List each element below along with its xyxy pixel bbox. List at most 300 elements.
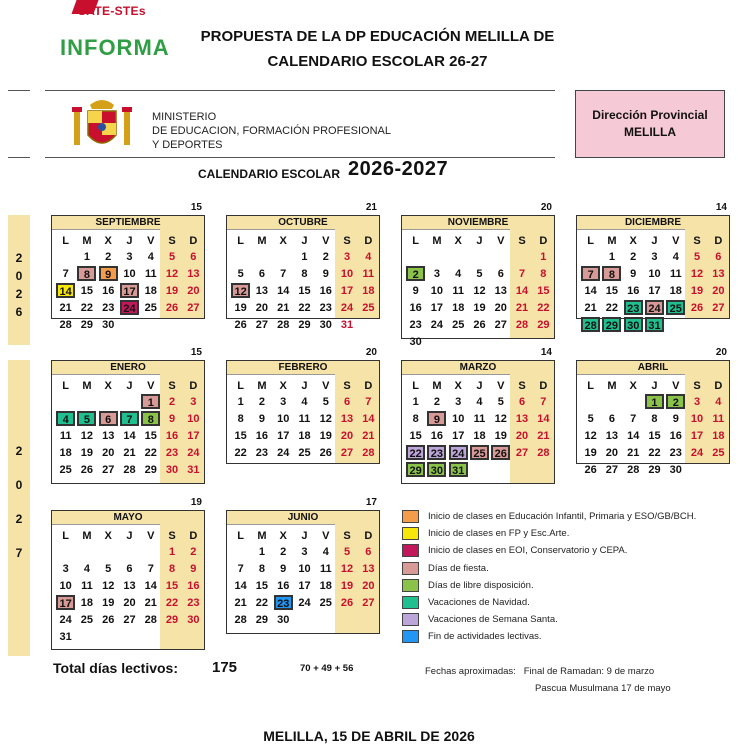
day-slot: [55, 266, 76, 283]
day-cell: 26: [473, 319, 486, 331]
day-cell: 24: [449, 445, 468, 460]
day-cell: 10: [340, 268, 354, 280]
day-slot: [98, 578, 119, 595]
day-slot: [230, 249, 251, 266]
day-slot: [230, 266, 251, 283]
weekday-header: J: [301, 379, 308, 392]
day-slot: [336, 428, 357, 445]
day-slot: [426, 266, 447, 283]
day-slot: [708, 300, 729, 317]
legend-item: [400, 526, 735, 543]
day-cell: 5: [587, 413, 594, 425]
day-slot: [601, 317, 622, 334]
day-slot: [644, 411, 665, 428]
day-slot: [490, 283, 511, 300]
day-cell: 7: [120, 411, 139, 426]
day-slot: [294, 300, 315, 317]
day-cell: 31: [187, 464, 200, 476]
day-slot: [511, 394, 532, 411]
month-lective-days: 20: [365, 347, 377, 358]
day-cell: 26: [234, 319, 247, 331]
year-digit: 0: [15, 478, 23, 492]
day-cell: 14: [277, 285, 290, 297]
day-slot: [140, 428, 161, 445]
day-cell: 16: [627, 285, 640, 297]
total-dias-value: 175: [212, 659, 238, 676]
coat-of-arms-icon: [68, 95, 136, 153]
day-cell: 10: [648, 268, 661, 280]
day-slot: [55, 462, 76, 479]
day-slot: [294, 394, 315, 411]
day-cell: 14: [584, 285, 597, 297]
day-cell: 2: [666, 394, 685, 409]
day-slot: [426, 462, 447, 479]
day-cell: 27: [187, 302, 200, 314]
weekday-header: S: [343, 379, 351, 392]
day-cell: 24: [645, 300, 664, 315]
day-cell: 31: [449, 462, 468, 477]
day-slot: [405, 462, 426, 479]
legend-text: Fin de actividades lectivas.: [428, 631, 542, 643]
day-slot: [426, 428, 447, 445]
day-slot: [580, 445, 601, 462]
day-slot: [336, 544, 357, 561]
weekday-header: X: [454, 379, 462, 392]
day-cell: 1: [83, 251, 90, 263]
total-dias-label: Total días lectivos:: [53, 660, 178, 676]
weekday-header: S: [343, 529, 351, 542]
day-slot: [623, 317, 644, 334]
day-slot: [315, 283, 336, 300]
month-noviembre: [401, 202, 555, 348]
day-cell: 7: [581, 266, 600, 281]
day-slot: [315, 561, 336, 578]
day-cell: 23: [255, 447, 269, 459]
day-cell: 19: [234, 302, 247, 314]
fechas-pascua: Pascua Musulmana 17 de mayo: [535, 683, 671, 694]
day-slot: [294, 612, 315, 629]
day-cell: 15: [234, 430, 247, 442]
day-cell: 27: [515, 447, 529, 459]
legend-swatch: [402, 527, 419, 540]
day-slot: [708, 266, 729, 283]
day-slot: [708, 394, 729, 411]
ministry-line-2: DE EDUCACION, FORMACIÓN PROFESIONAL: [152, 125, 391, 137]
day-cell: 7: [630, 413, 637, 425]
day-cell: 29: [406, 462, 425, 477]
day-cell: 25: [319, 597, 332, 609]
weekday-header: L: [412, 234, 419, 247]
day-cell: 7: [237, 563, 244, 575]
day-cell: 4: [476, 396, 483, 408]
day-slot: [98, 544, 119, 561]
day-cell: 23: [187, 597, 200, 609]
day-cell: 11: [712, 413, 725, 425]
day-cell: 26: [80, 464, 94, 476]
day-cell: 18: [712, 430, 725, 442]
day-slot: [469, 428, 490, 445]
day-slot: [315, 411, 336, 428]
day-cell: 30: [427, 462, 446, 477]
day-cell: 1: [301, 251, 308, 263]
legend-item: [400, 561, 735, 578]
day-slot: [55, 544, 76, 561]
day-slot: [490, 428, 511, 445]
weekday-header: V: [322, 529, 330, 542]
day-cell: 9: [99, 266, 118, 281]
day-slot: [76, 317, 97, 334]
day-slot: [230, 595, 251, 612]
legend-text: Inicio de clases en EOI, Conservatorio y CEPA.: [428, 545, 628, 557]
legend-swatch: [402, 613, 419, 626]
day-cell: 9: [190, 563, 197, 575]
day-slot: [183, 629, 204, 646]
day-cell: 14: [123, 430, 136, 442]
month-lective-days: 20: [715, 347, 727, 358]
day-cell: 29: [602, 317, 621, 332]
day-slot: [294, 445, 315, 462]
day-slot: [161, 411, 182, 428]
day-cell: 10: [430, 285, 444, 297]
day-slot: [55, 394, 76, 411]
day-cell: 4: [147, 251, 154, 263]
ministry-name: [152, 110, 391, 152]
day-cell: 30: [187, 614, 200, 626]
day-slot: [358, 317, 379, 334]
day-slot: [644, 462, 665, 479]
day-slot: [315, 394, 336, 411]
day-cell: 23: [102, 302, 115, 314]
day-cell: 27: [340, 447, 354, 459]
day-slot: [336, 411, 357, 428]
day-slot: [140, 561, 161, 578]
day-cell: 12: [494, 413, 507, 425]
day-slot: [183, 462, 204, 479]
day-slot: [686, 411, 707, 428]
weekday-header: X: [629, 379, 637, 392]
year-digit: 6: [15, 305, 23, 319]
weekday-header: J: [126, 379, 133, 392]
day-slot: [55, 629, 76, 646]
day-cell: 26: [584, 464, 597, 476]
legend-item: [400, 509, 735, 526]
day-slot: [686, 249, 707, 266]
day-slot: [336, 578, 357, 595]
weekday-header: M: [257, 379, 267, 392]
day-slot: [469, 300, 490, 317]
day-slot: [426, 411, 447, 428]
footer-date: MELILLA, 15 DE ABRIL DE 2026: [263, 728, 475, 744]
day-slot: [98, 300, 119, 317]
day-slot: [183, 266, 204, 283]
day-slot: [273, 445, 294, 462]
day-cell: 21: [123, 447, 136, 459]
day-cell: 1: [141, 394, 160, 409]
day-cell: 28: [123, 464, 136, 476]
day-slot: [251, 612, 272, 629]
day-cell: 5: [476, 268, 483, 280]
day-cell: 15: [165, 580, 179, 592]
day-slot: [448, 300, 469, 317]
day-cell: 14: [144, 580, 157, 592]
weekday-header: L: [587, 234, 594, 247]
day-slot: [665, 249, 686, 266]
day-slot: [161, 445, 182, 462]
day-cell: 13: [515, 413, 529, 425]
day-cell: 20: [102, 447, 115, 459]
weekday-header: J: [651, 234, 658, 247]
weekday-header: J: [476, 379, 483, 392]
day-cell: 14: [627, 430, 640, 442]
day-cell: 31: [645, 317, 664, 332]
day-slot: [161, 317, 182, 334]
day-cell: 19: [80, 447, 94, 459]
fechas-label: Fechas aproximadas:: [425, 666, 516, 677]
day-slot: [273, 578, 294, 595]
day-cell: 22: [648, 447, 661, 459]
day-cell: 21: [277, 302, 290, 314]
day-slot: [161, 544, 182, 561]
weekday-header: L: [587, 379, 594, 392]
day-slot: [230, 561, 251, 578]
day-slot: [405, 445, 426, 462]
day-cell: 22: [234, 447, 247, 459]
day-slot: [448, 283, 469, 300]
day-slot: [76, 578, 97, 595]
fechas-ramadan: Final de Ramadan: 9 de marzo: [523, 666, 655, 677]
day-slot: [358, 561, 379, 578]
day-cell: 25: [59, 464, 72, 476]
day-slot: [161, 595, 182, 612]
day-cell: 8: [141, 411, 160, 426]
legend: [400, 509, 735, 647]
day-cell: 27: [123, 614, 136, 626]
day-cell: 12: [319, 413, 332, 425]
day-slot: [644, 266, 665, 283]
day-slot: [98, 317, 119, 334]
day-cell: 1: [168, 546, 176, 558]
day-slot: [119, 394, 140, 411]
day-slot: [490, 462, 511, 479]
day-slot: [119, 411, 140, 428]
weekday-header: S: [518, 379, 526, 392]
day-slot: [119, 578, 140, 595]
day-slot: [315, 266, 336, 283]
day-slot: [665, 283, 686, 300]
day-cell: 25: [712, 447, 725, 459]
weekday-header: D: [189, 234, 198, 247]
day-slot: [315, 317, 336, 334]
day-slot: [183, 428, 204, 445]
day-slot: [119, 283, 140, 300]
day-cell: 13: [712, 268, 725, 280]
day-slot: [273, 595, 294, 612]
day-slot: [119, 629, 140, 646]
day-cell: 30: [669, 464, 682, 476]
day-cell: 8: [412, 413, 419, 425]
day-slot: [533, 317, 554, 334]
month-febrero: [226, 347, 380, 464]
day-cell: 2: [168, 396, 176, 408]
day-cell: 27: [362, 597, 375, 609]
day-cell: 20: [712, 285, 725, 297]
day-cell: 17: [277, 430, 290, 442]
day-cell: 13: [187, 268, 200, 280]
title-line-2: CALENDARIO ESCOLAR 26-27: [267, 53, 488, 70]
day-slot: [601, 428, 622, 445]
day-cell: 13: [605, 430, 619, 442]
weekday-header: L: [62, 529, 69, 542]
day-cell: 12: [690, 268, 704, 280]
day-slot: [161, 612, 182, 629]
day-cell: 23: [274, 595, 293, 610]
day-cell: 23: [427, 445, 446, 460]
day-cell: 1: [645, 394, 664, 409]
day-slot: [708, 249, 729, 266]
day-slot: [294, 283, 315, 300]
day-cell: 15: [80, 285, 94, 297]
day-cell: 16: [409, 302, 422, 314]
day-cell: 20: [494, 302, 507, 314]
year-digit: 2: [15, 251, 23, 265]
day-slot: [273, 428, 294, 445]
day-cell: 6: [126, 563, 133, 575]
month-title: JUNIO: [227, 511, 379, 525]
day-cell: 25: [362, 302, 375, 314]
day-slot: [601, 249, 622, 266]
day-cell: 7: [518, 268, 526, 280]
day-slot: [273, 561, 294, 578]
day-slot: [315, 544, 336, 561]
day-cell: 13: [340, 413, 354, 425]
day-slot: [161, 394, 182, 411]
day-slot: [98, 428, 119, 445]
weekday-header: X: [104, 529, 112, 542]
day-cell: 1: [412, 396, 419, 408]
day-slot: [76, 561, 97, 578]
day-slot: [511, 428, 532, 445]
weekday-header: L: [62, 234, 69, 247]
day-cell: 8: [237, 413, 244, 425]
day-slot: [358, 411, 379, 428]
weekday-header: J: [126, 529, 133, 542]
day-cell: 24: [277, 447, 290, 459]
day-slot: [358, 578, 379, 595]
day-cell: 2: [630, 251, 637, 263]
day-slot: [665, 462, 686, 479]
day-cell: 4: [365, 251, 372, 263]
day-slot: [533, 445, 554, 462]
day-slot: [623, 462, 644, 479]
day-slot: [183, 249, 204, 266]
day-cell: 18: [452, 302, 465, 314]
legend-text: Inicio de clases en FP y Esc.Arte.: [428, 528, 570, 540]
day-cell: 14: [234, 580, 247, 592]
day-cell: 13: [123, 580, 136, 592]
weekday-header: X: [454, 234, 462, 247]
day-cell: 20: [255, 302, 269, 314]
day-slot: [251, 595, 272, 612]
day-slot: [644, 445, 665, 462]
day-cell: 31: [59, 631, 72, 643]
legend-swatch: [402, 544, 419, 557]
day-cell: 28: [362, 447, 375, 459]
legend-item: [400, 595, 735, 612]
day-slot: [336, 561, 357, 578]
day-slot: [469, 317, 490, 334]
day-cell: 20: [340, 430, 354, 442]
day-slot: [511, 411, 532, 428]
weekday-header: D: [364, 379, 373, 392]
day-cell: 16: [277, 580, 290, 592]
day-cell: 18: [362, 285, 375, 297]
day-slot: [580, 249, 601, 266]
day-cell: 1: [540, 251, 547, 263]
day-cell: 8: [602, 266, 621, 281]
day-slot: [511, 462, 532, 479]
year-digit: 0: [15, 269, 23, 283]
day-slot: [76, 612, 97, 629]
calendar-label: CALENDARIO ESCOLAR: [198, 167, 341, 181]
day-slot: [448, 317, 469, 334]
day-cell: 29: [80, 319, 94, 331]
day-cell: 19: [473, 302, 486, 314]
day-cell: 26: [165, 302, 179, 314]
day-slot: [294, 428, 315, 445]
day-cell: 9: [412, 285, 419, 297]
day-slot: [580, 317, 601, 334]
day-slot: [76, 595, 97, 612]
day-cell: 20: [515, 430, 529, 442]
weekday-header: V: [147, 234, 155, 247]
day-slot: [533, 266, 554, 283]
total-dias-split: 70 + 49 + 56: [300, 663, 354, 674]
day-cell: 24: [340, 302, 354, 314]
day-slot: [358, 445, 379, 462]
day-slot: [294, 266, 315, 283]
day-cell: 10: [452, 413, 465, 425]
dp-line-1: Dirección Provincial: [592, 108, 708, 122]
month-lective-days: 17: [365, 497, 377, 508]
day-slot: [183, 561, 204, 578]
weekday-header: V: [497, 234, 505, 247]
day-slot: [230, 394, 251, 411]
day-cell: 21: [234, 597, 247, 609]
day-slot: [161, 561, 182, 578]
day-cell: 6: [343, 396, 351, 408]
weekday-header: X: [629, 234, 637, 247]
year-bar-2026: [8, 215, 30, 345]
day-slot: [426, 394, 447, 411]
legend-swatch: [402, 596, 419, 609]
day-slot: [686, 283, 707, 300]
day-cell: 15: [144, 430, 157, 442]
day-cell: 12: [340, 563, 354, 575]
day-cell: 3: [693, 396, 701, 408]
weekday-header: J: [126, 234, 133, 247]
day-cell: 4: [455, 268, 462, 280]
day-cell: 30: [165, 464, 179, 476]
day-slot: [55, 411, 76, 428]
day-cell: 23: [165, 447, 179, 459]
day-slot: [623, 283, 644, 300]
logo-informa: INFORMA: [60, 35, 170, 60]
day-slot: [251, 428, 272, 445]
day-cell: 24: [430, 319, 444, 331]
day-slot: [98, 411, 119, 428]
day-slot: [665, 445, 686, 462]
day-slot: [336, 595, 357, 612]
